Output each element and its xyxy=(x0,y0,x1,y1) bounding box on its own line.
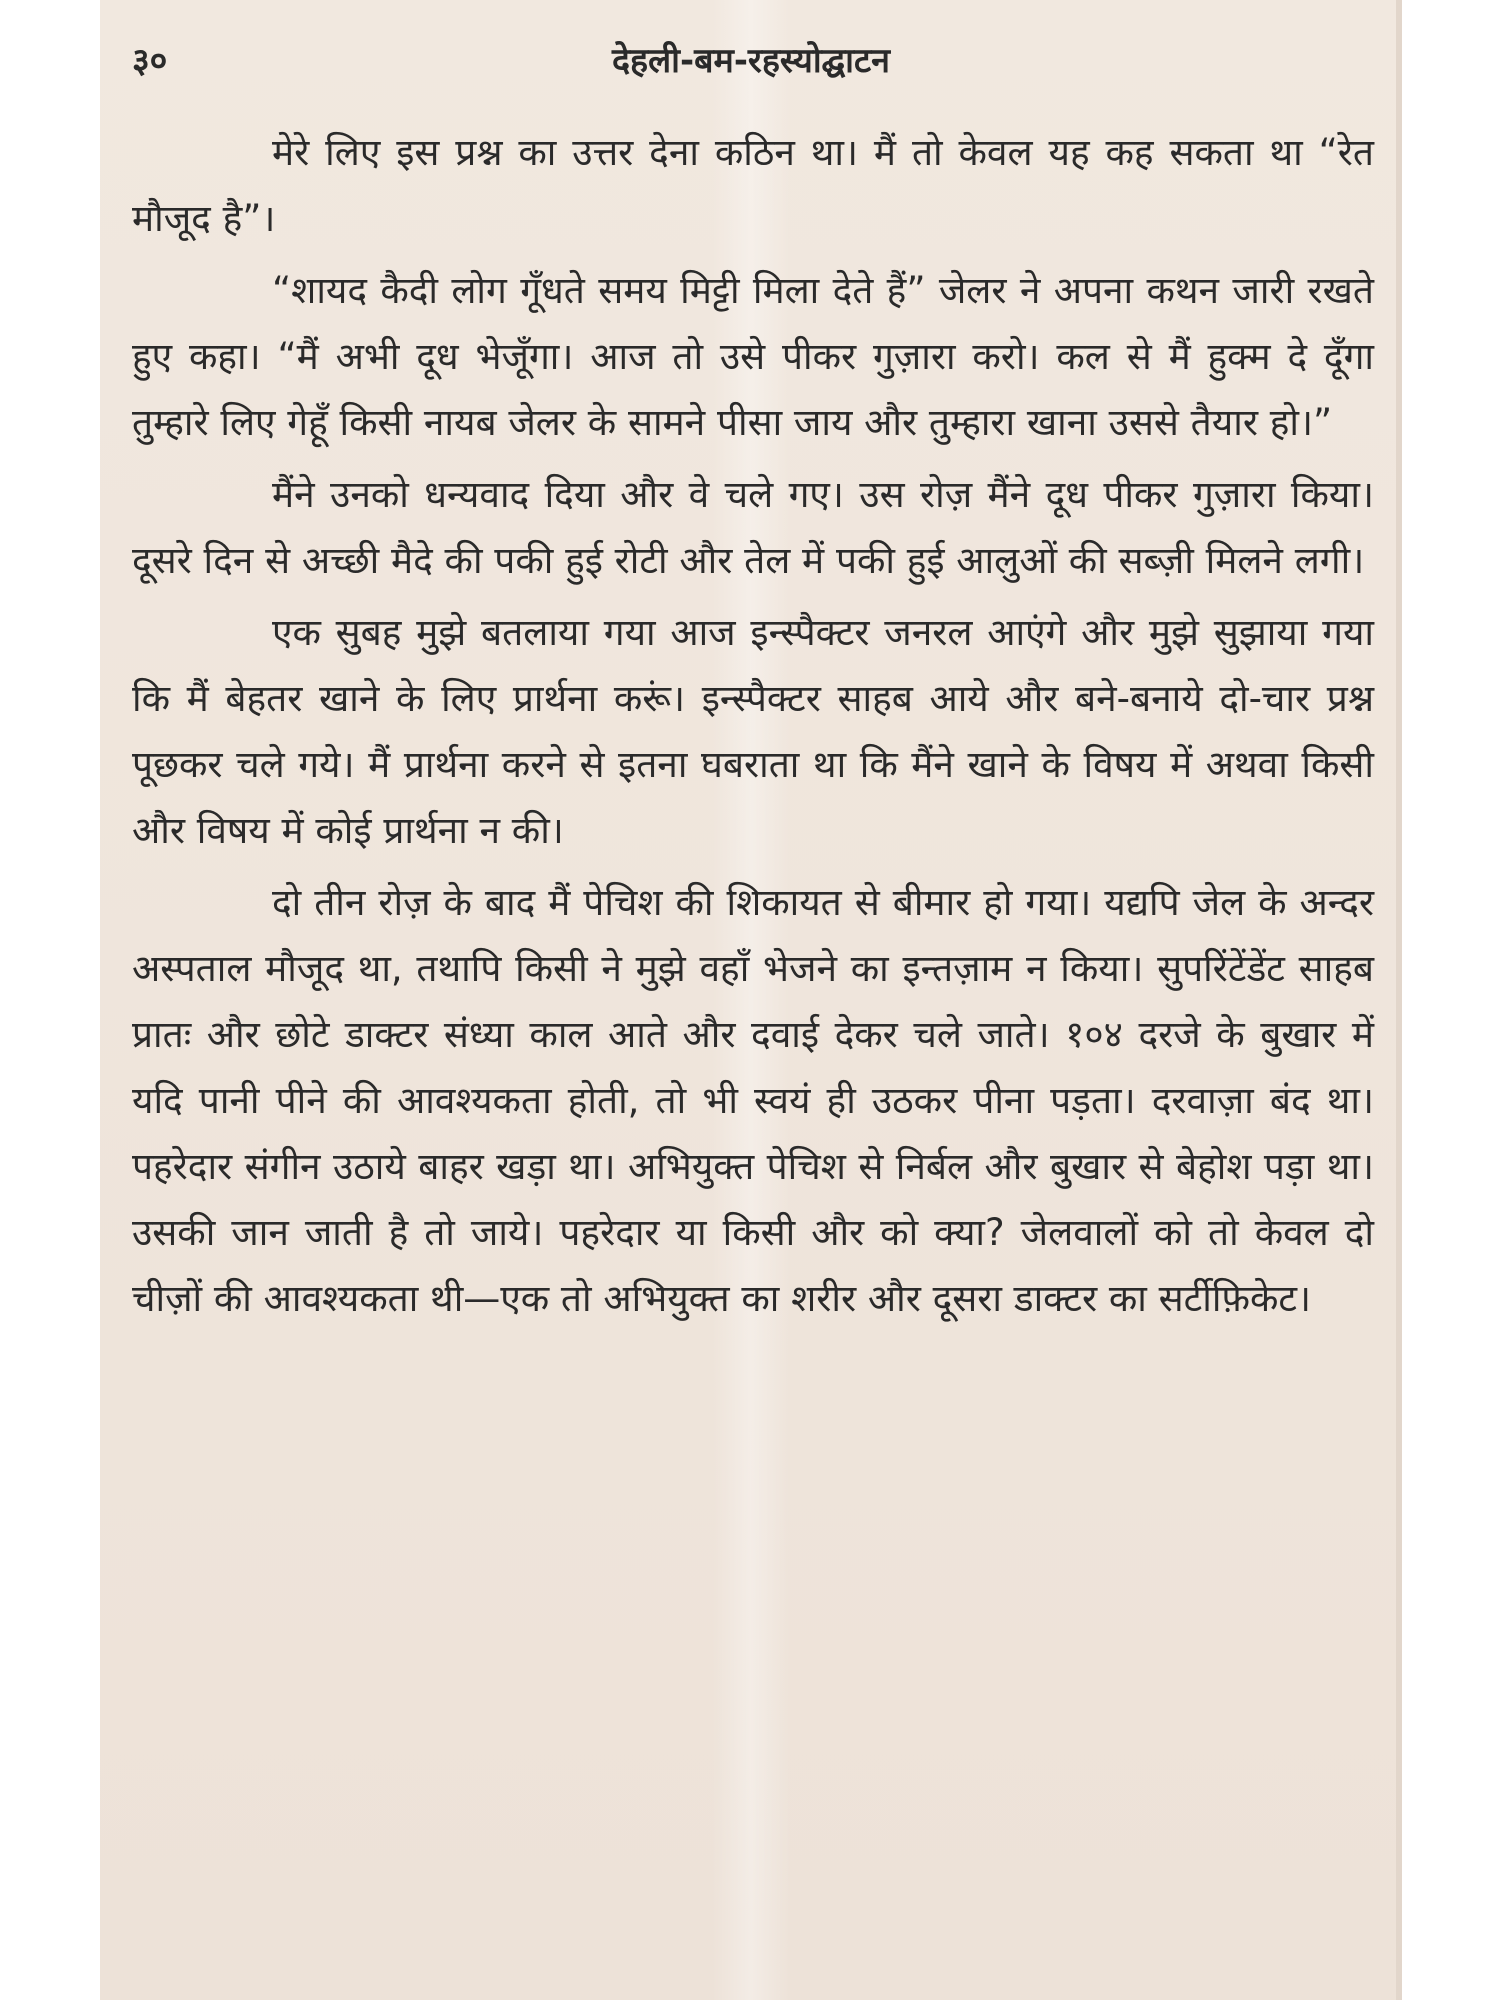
running-head xyxy=(132,30,1370,90)
paragraph: “शायद कैदी लोग गूँधते समय मिट्टी मिला देते हैं” जेलर ने अपना कथन जारी रखते हुए कहा। “मैं अभी दूध भेजूँगा। आज तो उसे पीकर गुज़ारा करो। कल से मैं हुक्म दे दूँगा तुम्हारे लिए गेहूँ किसी नायब जेलर के सामने पीसा जाय और तुम्हारा खाना उससे तैयार हो।” xyxy=(132,269,1374,444)
paragraph: एक सुबह मुझे बतलाया गया आज इन्स्पैक्टर जनरल आएंगे और मुझे सुझाया गया कि मैं बेहतर खाने के लिए प्रार्थना करूं। इन्स्पैक्टर साहब आये और बने-बनाये दो-चार प्रश्न पूछकर चले गये। मैं प्रार्थना करने से इतना घबराता था कि मैंने खाने के विषय में अथवा किसी और विषय में कोई प्रार्थना न की। xyxy=(132,611,1374,852)
body-text xyxy=(132,120,1374,1332)
paragraph: मेरे लिए इस प्रश्न का उत्तर देना कठिन था। मैं तो केवल यह कह सकता था “रेत मौजूद है”। xyxy=(132,131,1374,240)
book-page xyxy=(100,0,1402,2000)
paragraph: मैंने उनको धन्यवाद दिया और वे चले गए। उस रोज़ मैंने दूध पीकर गुज़ारा किया। दूसरे दिन से अच्छी मैदे की पकी हुई रोटी और तेल में पकी हुई आलुओं की सब्ज़ी मिलने लगी। xyxy=(132,473,1374,582)
page-edge xyxy=(1396,0,1402,2000)
paragraph: दो तीन रोज़ के बाद मैं पेचिश की शिकायत से बीमार हो गया। यद्यपि जेल के अन्दर अस्पताल मौजूद था, तथापि किसी ने मुझे वहाँ भेजने का इन्तज़ाम न किया। सुपरिंटेंडेंट साहब प्रातः और छोटे डाक्टर संध्या काल आते और दवाई देकर चले जाते। १०४ दरजे के बुखार में यदि पानी पीने की आवश्यकता होती, तो भी स्वयं ही उठकर पीना पड़ता। दरवाज़ा बंद था। पहरेदार संगीन उठाये बाहर खड़ा था। अभियुक्त पेचिश से निर्बल और बुखार से बेहोश पड़ा था। उसकी जान जाती है तो जाये। पहरेदार या किसी और को क्या? जेलवालों को तो केवल दो चीज़ों की आवश्यकता थी—एक तो अभियुक्त का शरीर और दूसरा डाक्टर का सर्टीफ़िकेट। xyxy=(132,881,1374,1320)
book-title: देहली-बम-रहस्योद्घाटन xyxy=(612,41,890,81)
page-number: ३० xyxy=(132,41,168,81)
